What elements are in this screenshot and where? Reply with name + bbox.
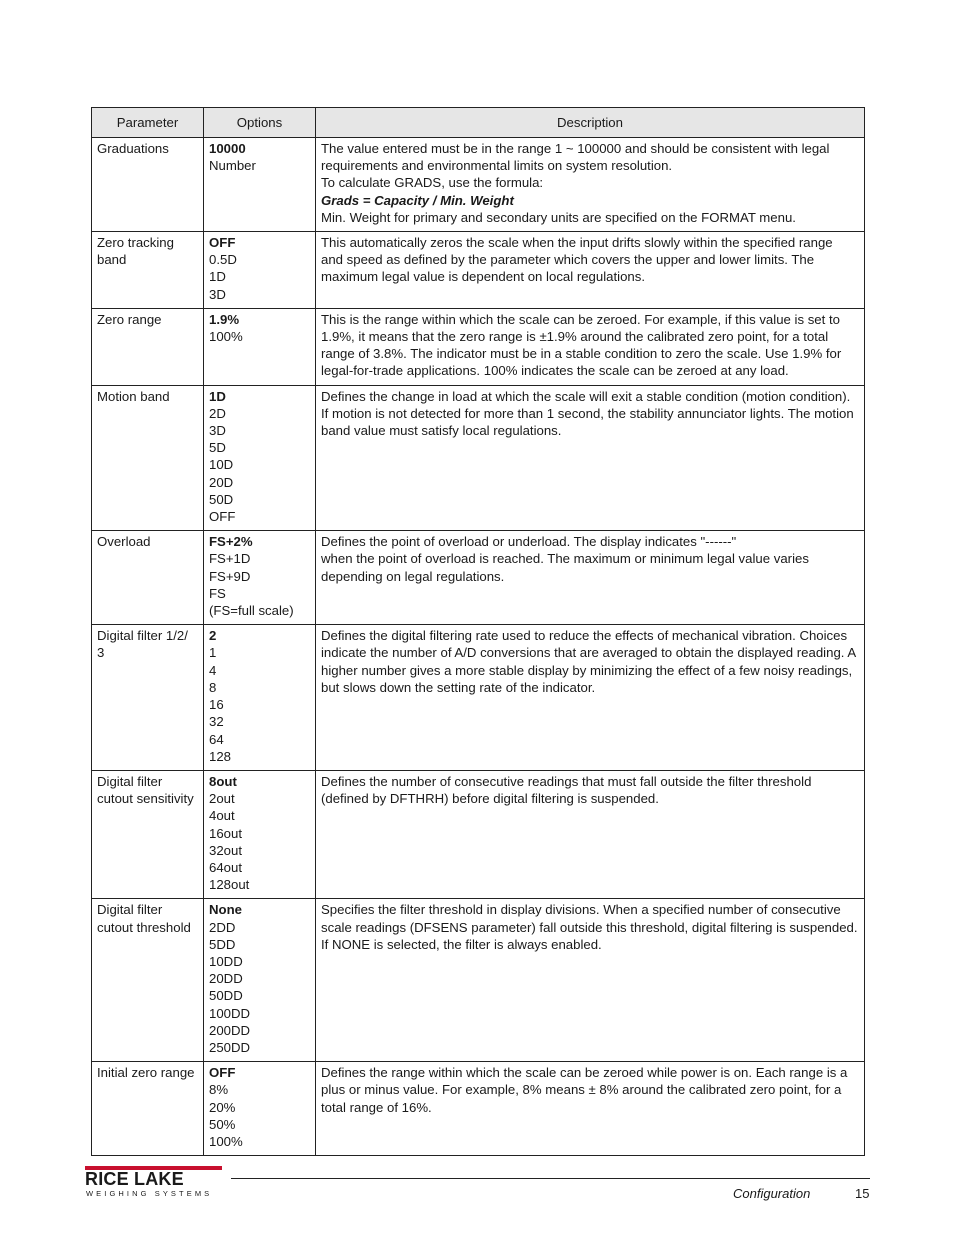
options-cell (204, 625, 316, 771)
option-value: FS+9D (209, 568, 251, 584)
table-body (92, 138, 865, 1156)
option-value: 50DD (209, 988, 243, 1004)
option-value: 16 (209, 697, 224, 713)
option-value: 50D (209, 491, 234, 507)
description-text: Defines the range within which the scale can be zeroed while power is on. Each range is a plus or minus value. For example, 8% means ± 8% around the calibrated zero point, for a total range of 16%. (321, 1065, 848, 1115)
table-row (92, 899, 865, 1062)
option-value: 8% (209, 1082, 229, 1098)
header-options: Options (204, 108, 316, 138)
header-description: Description (316, 108, 865, 138)
options-cell (204, 232, 316, 309)
description-cell (316, 531, 865, 625)
description-text: Specifies the filter threshold in display divisions. When a specified number of consecutive scale readings (DFSENS parameter) fall outside this threshold, digital filtering is suspended. If NONE is selected, the filter is always enabled. (321, 902, 858, 952)
formula-text: Grads = Capacity / Min. Weight (321, 192, 514, 208)
description-cell (316, 899, 865, 1062)
options-cell (204, 899, 316, 1062)
footer-page-number: 15 (855, 1186, 870, 1201)
table-row (92, 308, 865, 385)
table-row (92, 232, 865, 309)
options-cell (204, 531, 316, 625)
default-option: 10000 (209, 141, 246, 156)
options-cell (204, 770, 316, 898)
option-value: 100% (209, 329, 243, 345)
description-cell (316, 625, 865, 771)
parameter-cell: Digital filter 1/2/ 3 (92, 625, 204, 771)
option-value: 100% (209, 1133, 243, 1149)
default-option: FS+2% (209, 534, 253, 550)
option-value: 8 (209, 679, 217, 695)
parameter-cell: Digital filter cutout sensitivity (92, 770, 204, 898)
option-value: 100DD (209, 1005, 251, 1021)
table-row (92, 385, 865, 531)
option-value: 3D (209, 286, 226, 302)
option-value: 32 (209, 714, 224, 730)
options-cell (204, 138, 316, 232)
option-value: 2out (209, 791, 235, 807)
parameter-cell: Graduations (92, 138, 204, 232)
description-cell (316, 770, 865, 898)
option-value: 5DD (209, 936, 236, 952)
header-parameter: Parameter (92, 108, 204, 138)
option-value: 2D (209, 405, 226, 421)
parameter-cell: Initial zero range (92, 1062, 204, 1156)
option-value: 50% (209, 1116, 236, 1132)
description-text: Defines the digital filtering rate used to reduce the effects of mechanical vibration. Choices indicate the number of A/D conversions that are averaged to obtain the displayed reading. A higher number gives a more stable display by minimizing the effect of a few noisy readings, but slows down the setting rate of the indicator. (321, 628, 856, 695)
options-cell (204, 1062, 316, 1156)
default-option: None (209, 902, 242, 918)
default-option: 1D (209, 388, 226, 404)
parameter-table (91, 107, 865, 1156)
option-value: 200DD (209, 1022, 251, 1038)
option-value: 20D (209, 474, 234, 490)
parameter-cell: Overload (92, 531, 204, 625)
description-text: This is the range within which the scale can be zeroed. For example, if this value is set to 1.9%, it means that the zero range is ±1.9% around the calibrated zero point, for a total range of 3.8%. The indicator must be in a stable condition to zero the scale. Use 1.9% for legal-for-trade applications. 100% indicates the scale can be zeroed at any load. (321, 311, 842, 379)
option-value: OFF (209, 509, 236, 525)
parameter-cell: Zero range (92, 308, 204, 385)
option-value: 64out (209, 859, 243, 875)
table-header-row (92, 108, 865, 138)
option-value: 5D (209, 440, 226, 456)
description-text: To calculate GRADS, use the formula: (321, 175, 544, 191)
options-cell (204, 308, 316, 385)
option-value: 128out (209, 877, 250, 893)
option-value: 16out (209, 825, 243, 841)
option-value: Number (209, 158, 256, 174)
logo-tagline: WEIGHING SYSTEMS (86, 1189, 213, 1198)
description-text: Defines the point of overload or underload. The display indicates "------" (321, 534, 737, 550)
option-value: 3D (209, 423, 226, 439)
option-value: FS (209, 585, 226, 601)
option-value: 1 (209, 645, 217, 661)
table-row (92, 138, 865, 232)
description-text: Min. Weight for primary and secondary units are specified on the FORMAT menu. (321, 209, 796, 225)
footer-section-title: Configuration (733, 1186, 811, 1201)
default-option: 1.9% (209, 311, 240, 327)
option-value: 10D (209, 457, 234, 473)
description-text: when the point of overload is reached. The maximum or minimum legal value varies depending on legal regulations. (321, 551, 809, 584)
option-value: 4 (209, 662, 217, 678)
default-option: 8out (209, 773, 237, 789)
description-cell (316, 1062, 865, 1156)
option-value: 20DD (209, 971, 243, 987)
option-value: 1D (209, 269, 226, 285)
description-cell (316, 308, 865, 385)
default-option: OFF (209, 235, 236, 251)
option-value: 2DD (209, 919, 236, 935)
description-text: The value entered must be in the range 1 ~ 100000 and should be consistent with legal requirements and environmental limits on system resolution. (321, 141, 830, 174)
default-option: OFF (209, 1065, 236, 1081)
default-option: 2 (209, 628, 217, 644)
option-value: FS+1D (209, 551, 251, 567)
description-text: Defines the number of consecutive readings that must fall outside the filter threshold (defined by DFTHRH) before digital filtering is suspended. (321, 773, 812, 807)
option-value: 32out (209, 842, 243, 858)
option-value: 20% (209, 1099, 236, 1115)
table-row (92, 531, 865, 625)
logo-name: RICE LAKE (85, 1169, 184, 1189)
option-value: 64 (209, 731, 224, 747)
option-value: 10DD (209, 953, 243, 969)
description-text: This automatically zeros the scale when the input drifts slowly within the specified range and speed as defined by the parameter which covers the upper and lower limits. The maximum legal value is dependent on local regulations. (321, 235, 833, 285)
parameter-cell: Motion band (92, 385, 204, 531)
option-value: 0.5D (209, 252, 237, 268)
option-value: (FS=full scale) (209, 603, 294, 619)
option-value: 250DD (209, 1039, 251, 1055)
table-row (92, 625, 865, 771)
description-text: Defines the change in load at which the scale will exit a stable condition (motion condition). If motion is not detected for more than 1 second, the stability annunciator lights. The motion band value must satisfy local regulations. (321, 388, 854, 439)
table-row (92, 1062, 865, 1156)
option-value: 4out (209, 808, 235, 824)
option-value: 128 (209, 748, 232, 764)
options-cell (204, 385, 316, 531)
description-cell (316, 138, 865, 232)
parameter-cell: Digital filter cutout threshold (92, 899, 204, 1062)
description-cell (316, 232, 865, 309)
parameter-cell: Zero tracking band (92, 232, 204, 309)
description-cell (316, 385, 865, 531)
table-row (92, 770, 865, 898)
rice-lake-logo (85, 1166, 222, 1200)
footer-divider (231, 1178, 870, 1179)
